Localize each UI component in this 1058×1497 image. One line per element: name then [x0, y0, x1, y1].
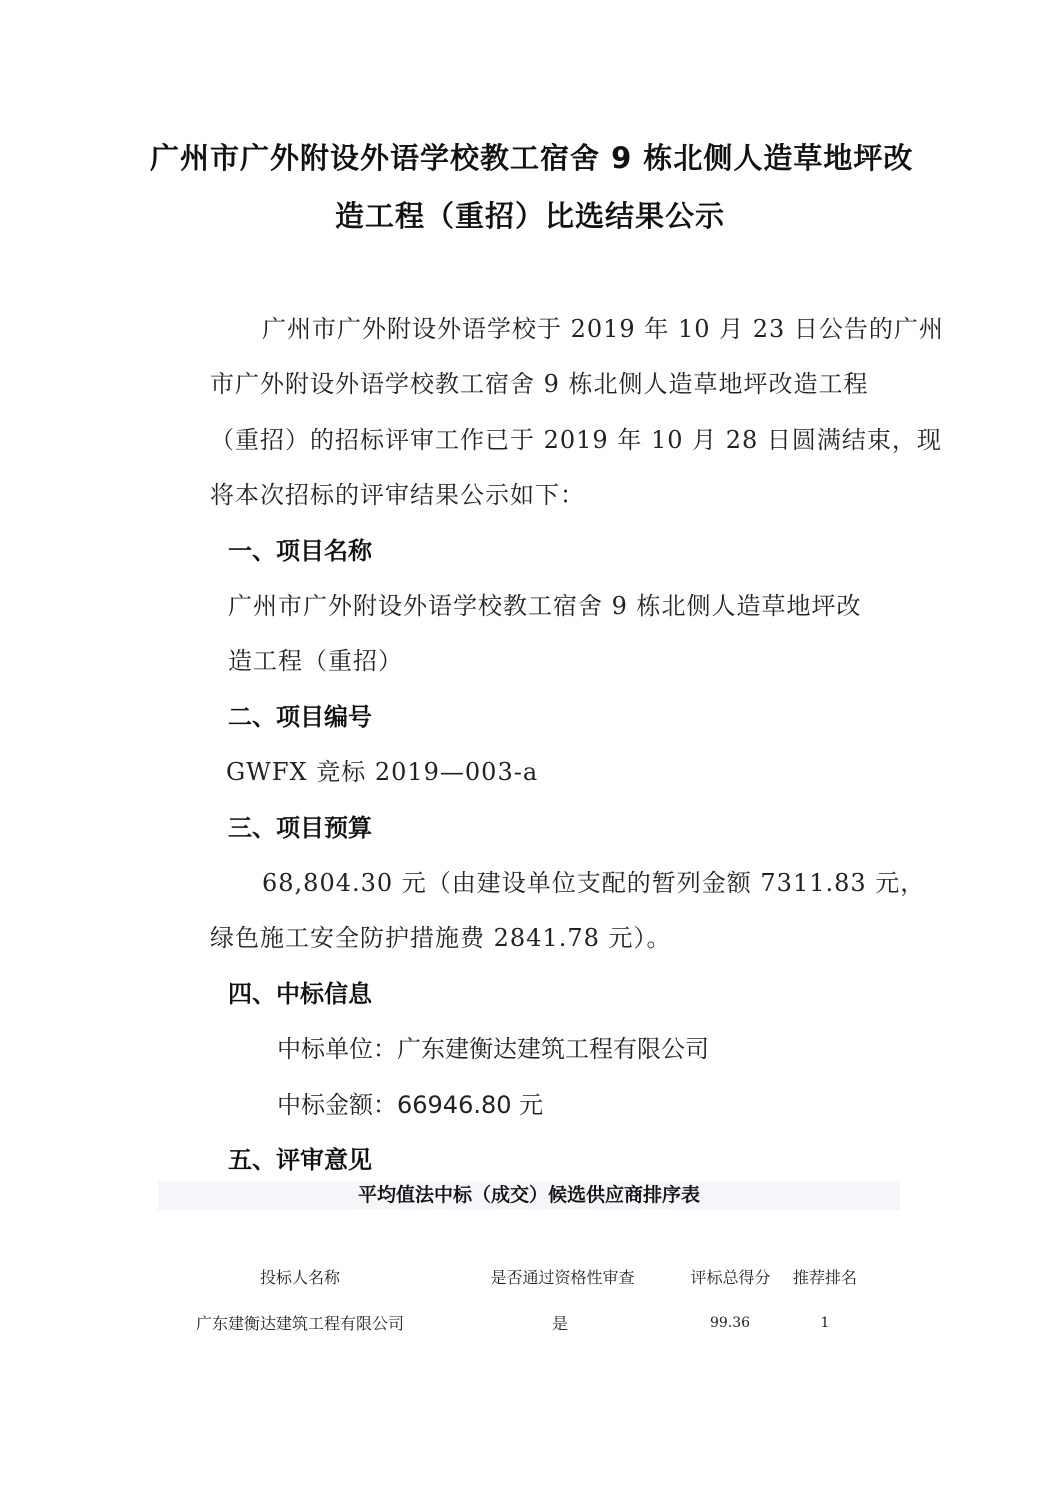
- winner-unit: 中标单位：广东建衡达建筑工程有限公司: [277, 1035, 709, 1063]
- project-name-line-1: 广州市广外附设外语学校教工宿舍 9 栋北侧人造草地坪改: [228, 592, 862, 620]
- intro-line-3: （重招）的招标评审工作已于 2019 年 10 月 28 日圆满结束，现: [210, 426, 942, 454]
- table-header-score: 评标总得分: [690, 1268, 771, 1287]
- table-cell-rank: 1: [820, 1315, 830, 1331]
- table-cell-qualified: 是: [551, 1314, 568, 1333]
- intro-line-4: 将本次招标的评审结果公示如下：: [210, 481, 585, 509]
- section-heading-project-number: 二、项目编号: [228, 703, 372, 731]
- section-heading-budget: 三、项目预算: [228, 814, 372, 842]
- section-heading-review: 五、评审意见: [228, 1146, 372, 1174]
- section-heading-project-name: 一、项目名称: [228, 537, 372, 565]
- table-header-rank: 推荐排名: [792, 1268, 857, 1287]
- section-heading-winner: 四、中标信息: [228, 980, 372, 1008]
- document-title-line-1: 广州市广外附设外语学校教工宿舍 9 栋北侧人造草地坪改: [150, 141, 914, 175]
- document-title-line-2: 造工程（重招）比选结果公示: [334, 199, 725, 233]
- table-cell-score: 99.36: [709, 1315, 751, 1331]
- table-title: 平均值法中标（成交）候选供应商排序表: [357, 1184, 700, 1206]
- budget-line-2: 绿色施工安全防护措施费 2841.78 元）。: [210, 924, 672, 952]
- table-header-qualified: 是否通过资格性审查: [490, 1268, 635, 1287]
- table-cell-bidder: 广东建衡达建筑工程有限公司: [195, 1314, 404, 1333]
- budget-line-1: 68,804.30 元（由建设单位支配的暂列金额 7311.83 元，: [262, 869, 926, 897]
- winner-amount: 中标金额：66946.80 元: [277, 1091, 544, 1119]
- project-name-line-2: 造工程（重招）: [228, 647, 403, 675]
- project-number-value: GWFX 竞标 2019—003-a: [226, 758, 539, 786]
- intro-line-2: 市广外附设外语学校教工宿舍 9 栋北侧人造草地坪改造工程: [210, 370, 869, 398]
- intro-line-1: 广州市广外附设外语学校于 2019 年 10 月 23 日公告的广州: [262, 315, 944, 343]
- table-header-bidder: 投标人名称: [259, 1268, 340, 1287]
